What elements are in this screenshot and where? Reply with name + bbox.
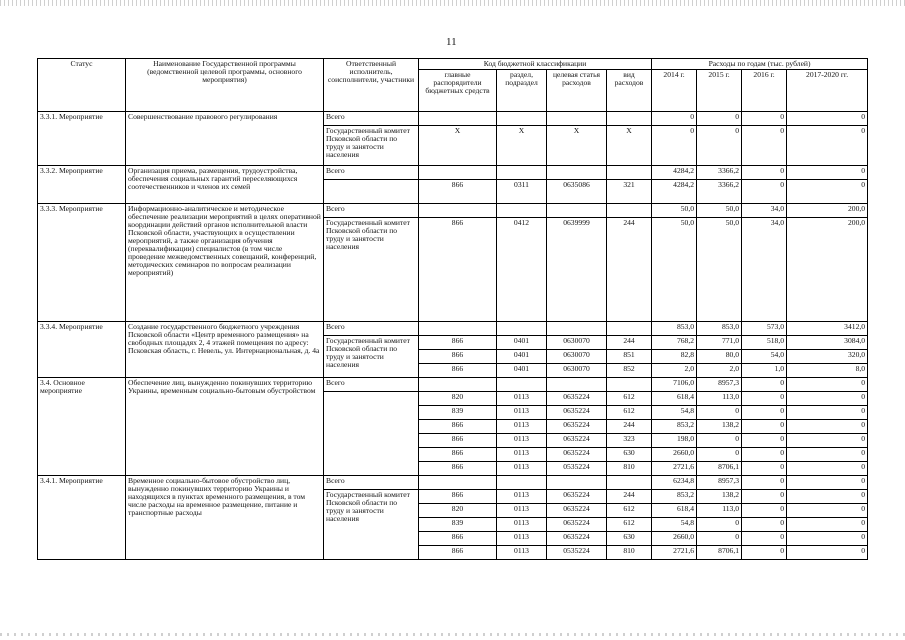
row-2016: 54,0 (742, 349, 787, 363)
row-csr: X (547, 125, 607, 165)
row-executor (324, 179, 419, 203)
row-2014: 618,4 (652, 503, 697, 517)
row-2015: 50,0 (697, 203, 742, 217)
row-grbs (419, 165, 497, 179)
row-csr: 0635224 (547, 503, 607, 517)
row-2017-2020: 200,0 (787, 217, 868, 321)
row-grbs: 866 (419, 461, 497, 475)
row-2014: 618,4 (652, 391, 697, 405)
row-csr (547, 165, 607, 179)
row-grbs: 820 (419, 391, 497, 405)
row-rzpr: 0113 (497, 503, 547, 517)
row-rzpr (497, 165, 547, 179)
row-2016: 0 (742, 517, 787, 531)
row-grbs: 866 (419, 363, 497, 377)
row-grbs (419, 321, 497, 335)
row-grbs: 820 (419, 503, 497, 517)
row-executor (324, 391, 419, 475)
row-2017-2020: 0 (787, 419, 868, 433)
row-vr: 612 (607, 405, 652, 419)
row-executor: Государственный комитет Псковской области по труду и занятости населения (324, 217, 419, 321)
row-2014: 853,2 (652, 489, 697, 503)
row-rzpr: 0113 (497, 391, 547, 405)
row-rzpr: 0113 (497, 447, 547, 461)
row-grbs: 866 (419, 545, 497, 559)
row-rzpr (497, 377, 547, 391)
header-status: Статус (38, 59, 126, 112)
row-csr (547, 377, 607, 391)
row-2015: 2,0 (697, 363, 742, 377)
row-2017-2020: 0 (787, 475, 868, 489)
row-2016: 0 (742, 165, 787, 179)
row-csr (547, 321, 607, 335)
row-2016: 34,0 (742, 203, 787, 217)
row-2015: 0 (697, 531, 742, 545)
row-2014: 853,0 (652, 321, 697, 335)
row-2016: 0 (742, 545, 787, 559)
row-2014: 2,0 (652, 363, 697, 377)
header-grbs: главные распорядители бюджетных средств (419, 69, 497, 111)
row-2016: 518,0 (742, 335, 787, 349)
row-2017-2020: 0 (787, 165, 868, 179)
row-rzpr: 0311 (497, 179, 547, 203)
row-vr: 630 (607, 447, 652, 461)
row-csr: 0630070 (547, 335, 607, 349)
row-grbs: 866 (419, 179, 497, 203)
row-grbs: X (419, 125, 497, 165)
row-grbs (419, 377, 497, 391)
row-vr: 321 (607, 179, 652, 203)
row-csr: 0639999 (547, 217, 607, 321)
row-2015: 50,0 (697, 217, 742, 321)
row-vr: 244 (607, 419, 652, 433)
row-2017-2020: 0 (787, 125, 868, 165)
scan-noise-bottom (0, 633, 905, 636)
row-2017-2020: 0 (787, 545, 868, 559)
row-status: 3.3.1. Мероприятие (38, 111, 126, 165)
row-2015: 0 (697, 125, 742, 165)
header-budget-code: Код бюджетной классификации (419, 59, 652, 70)
row-vr: 810 (607, 545, 652, 559)
row-status: 3.3.2. Мероприятие (38, 165, 126, 203)
header-program: Наименование Государственной программы (ведомственной целевой программы, основного мероприятия) (126, 59, 324, 112)
row-2017-2020: 0 (787, 447, 868, 461)
row-2016: 573,0 (742, 321, 787, 335)
row-csr: 0535224 (547, 545, 607, 559)
row-2015: 138,2 (697, 419, 742, 433)
row-2016: 0 (742, 433, 787, 447)
row-vr: 810 (607, 461, 652, 475)
row-grbs: 866 (419, 335, 497, 349)
row-2015: 3366,2 (697, 165, 742, 179)
row-csr (547, 203, 607, 217)
row-csr: 0635224 (547, 405, 607, 419)
row-rzpr: X (497, 125, 547, 165)
row-rzpr: 0113 (497, 517, 547, 531)
scan-noise-top (0, 0, 905, 6)
row-2017-2020: 3412,0 (787, 321, 868, 335)
row-2017-2020: 0 (787, 461, 868, 475)
row-2014: 6234,8 (652, 475, 697, 489)
row-csr: 0635224 (547, 419, 607, 433)
row-2014: 7106,0 (652, 377, 697, 391)
row-grbs (419, 111, 497, 125)
row-vr: 630 (607, 531, 652, 545)
row-rzpr: 0401 (497, 349, 547, 363)
row-executor: Государственный комитет Псковской области по труду и занятости населения (324, 489, 419, 559)
row-2015: 138,2 (697, 489, 742, 503)
row-2015: 3366,2 (697, 179, 742, 203)
row-2016: 0 (742, 125, 787, 165)
row-2016: 0 (742, 447, 787, 461)
table-row (38, 475, 868, 489)
row-vr: 612 (607, 517, 652, 531)
row-status: 3.4.1. Мероприятие (38, 475, 126, 559)
row-rzpr: 0113 (497, 419, 547, 433)
row-csr: 0635224 (547, 517, 607, 531)
row-csr: 0535224 (547, 461, 607, 475)
row-2017-2020: 320,0 (787, 349, 868, 363)
row-name: Совершенствование правового регулирования (126, 111, 324, 165)
row-2017-2020: 0 (787, 433, 868, 447)
row-2016: 1,0 (742, 363, 787, 377)
row-2014: 54,8 (652, 517, 697, 531)
row-csr: 0635224 (547, 489, 607, 503)
row-name: Обеспечение лиц, вынужденно покинувших территорию Украины, временным социально-бытовым обустройством (126, 377, 324, 475)
row-rzpr: 0113 (497, 489, 547, 503)
header-rzpr: раздел, подраздел (497, 69, 547, 111)
row-grbs: 866 (419, 531, 497, 545)
row-2017-2020: 200,0 (787, 203, 868, 217)
row-2017-2020: 0 (787, 377, 868, 391)
row-2017-2020: 0 (787, 405, 868, 419)
row-2015: 8706,1 (697, 461, 742, 475)
row-status: 3.3.4. Мероприятие (38, 321, 126, 377)
row-rzpr (497, 321, 547, 335)
row-vr (607, 377, 652, 391)
row-2015: 0 (697, 111, 742, 125)
row-rzpr: 0401 (497, 363, 547, 377)
row-vr: 244 (607, 489, 652, 503)
row-vr (607, 321, 652, 335)
table-row (38, 321, 868, 335)
row-name: Временное социально-бытовое обустройство лиц, вынужденно покинувших территорию Украины и находящихся в пунктах временного размещения, в том числе расходы на временное размещение, питание и транспортные расходы (126, 475, 324, 559)
row-2015: 771,0 (697, 335, 742, 349)
row-grbs: 839 (419, 405, 497, 419)
row-grbs: 839 (419, 517, 497, 531)
row-2015: 0 (697, 405, 742, 419)
row-2014: 768,2 (652, 335, 697, 349)
row-2014: 54,8 (652, 405, 697, 419)
row-rzpr (497, 203, 547, 217)
row-2016: 0 (742, 475, 787, 489)
row-vr: 244 (607, 217, 652, 321)
row-executor: Государственный комитет Псковской области по труду и занятости населения (324, 125, 419, 165)
row-executor: Всего (324, 111, 419, 125)
row-2016: 0 (742, 461, 787, 475)
row-2015: 8706,1 (697, 545, 742, 559)
row-status: 3.4. Основное мероприятие (38, 377, 126, 475)
row-rzpr: 0401 (497, 335, 547, 349)
table-row (38, 165, 868, 179)
row-csr: 0635224 (547, 391, 607, 405)
row-rzpr: 0113 (497, 405, 547, 419)
budget-table (37, 58, 868, 560)
row-executor: Всего (324, 377, 419, 391)
row-2015: 0 (697, 447, 742, 461)
row-vr: 852 (607, 363, 652, 377)
row-vr (607, 203, 652, 217)
row-2015: 853,0 (697, 321, 742, 335)
row-grbs: 866 (419, 419, 497, 433)
row-2015: 8957,3 (697, 475, 742, 489)
row-2017-2020: 0 (787, 489, 868, 503)
row-2014: 0 (652, 125, 697, 165)
row-2014: 2721,6 (652, 461, 697, 475)
row-grbs (419, 203, 497, 217)
row-csr (547, 111, 607, 125)
row-name: Создание государственного бюджетного учреждения Псковской области «Центр временного размещения» на свободных площадях 2, 4 этажей помещения по адресу: Псковская область, г. Невель, ул. Интернациональная, д. 4а (126, 321, 324, 377)
row-grbs (419, 475, 497, 489)
row-2017-2020: 0 (787, 111, 868, 125)
row-vr: X (607, 125, 652, 165)
row-vr (607, 475, 652, 489)
row-rzpr: 0113 (497, 433, 547, 447)
row-2016: 0 (742, 489, 787, 503)
row-2016: 0 (742, 391, 787, 405)
row-vr (607, 165, 652, 179)
row-grbs: 866 (419, 349, 497, 363)
header-executor: Ответственный исполнитель, соисполнители, участники (324, 59, 419, 112)
row-executor: Всего (324, 203, 419, 217)
row-2014: 82,8 (652, 349, 697, 363)
row-2016: 0 (742, 531, 787, 545)
header-year-2014: 2014 г. (652, 69, 697, 111)
row-2015: 113,0 (697, 391, 742, 405)
row-executor: Государственный комитет Псковской области по труду и занятости населения (324, 335, 419, 377)
row-vr: 244 (607, 335, 652, 349)
row-2016: 0 (742, 405, 787, 419)
row-vr: 612 (607, 503, 652, 517)
row-rzpr (497, 475, 547, 489)
row-grbs: 866 (419, 217, 497, 321)
row-2016: 0 (742, 179, 787, 203)
header-year-2015: 2015 г. (697, 69, 742, 111)
row-csr: 0635224 (547, 531, 607, 545)
header-year-2016: 2016 г. (742, 69, 787, 111)
row-csr (547, 475, 607, 489)
row-rzpr: 0113 (497, 461, 547, 475)
row-2016: 0 (742, 503, 787, 517)
row-csr: 0635224 (547, 433, 607, 447)
row-2014: 0 (652, 111, 697, 125)
row-rzpr: 0113 (497, 545, 547, 559)
row-executor: Всего (324, 321, 419, 335)
table-row (38, 111, 868, 125)
row-2015: 0 (697, 517, 742, 531)
row-2017-2020: 0 (787, 531, 868, 545)
row-vr: 612 (607, 391, 652, 405)
row-2017-2020: 0 (787, 517, 868, 531)
row-2015: 0 (697, 433, 742, 447)
row-2017-2020: 0 (787, 391, 868, 405)
row-2014: 2660,0 (652, 531, 697, 545)
row-name: Информационно-аналитическое и методическое обеспечение реализации мероприятий в целях оперативной координации действий органов исполнительной власти Псковской области, участвующих в осуществлении мероприятий, а также организация обучения (переквалификации) специалистов (в том числе проведение межведомственных совещаний, конференций, методических семинаров по вопросам реализации мероприятий) (126, 203, 324, 321)
row-2014: 50,0 (652, 217, 697, 321)
row-status: 3.3.3. Мероприятие (38, 203, 126, 321)
row-rzpr (497, 111, 547, 125)
row-2016: 34,0 (742, 217, 787, 321)
row-executor: Всего (324, 475, 419, 489)
row-2016: 0 (742, 111, 787, 125)
row-2015: 80,0 (697, 349, 742, 363)
row-2014: 2660,0 (652, 447, 697, 461)
header-expenses: Расходы по годам (тыс. рублей) (652, 59, 868, 70)
row-2014: 853,2 (652, 419, 697, 433)
row-2016: 0 (742, 419, 787, 433)
row-executor: Всего (324, 165, 419, 179)
row-grbs: 866 (419, 489, 497, 503)
row-rzpr: 0113 (497, 531, 547, 545)
table-row (38, 203, 868, 217)
row-csr: 0630070 (547, 363, 607, 377)
row-vr: 323 (607, 433, 652, 447)
row-2015: 113,0 (697, 503, 742, 517)
row-2017-2020: 0 (787, 179, 868, 203)
row-2014: 4284,2 (652, 165, 697, 179)
table-row (38, 377, 868, 391)
row-2016: 0 (742, 377, 787, 391)
row-2015: 8957,3 (697, 377, 742, 391)
row-2014: 198,0 (652, 433, 697, 447)
row-csr: 0635086 (547, 179, 607, 203)
header-vr: вид расходов (607, 69, 652, 111)
header-csr: целевая статья расходов (547, 69, 607, 111)
row-2017-2020: 8,0 (787, 363, 868, 377)
row-2014: 2721,6 (652, 545, 697, 559)
row-2014: 50,0 (652, 203, 697, 217)
page-number: 11 (446, 36, 457, 48)
row-grbs: 866 (419, 447, 497, 461)
header-years-2017-2020: 2017-2020 гг. (787, 69, 868, 111)
row-csr: 0635224 (547, 447, 607, 461)
row-grbs: 866 (419, 433, 497, 447)
row-rzpr: 0412 (497, 217, 547, 321)
row-csr: 0630070 (547, 349, 607, 363)
row-name: Организация приема, размещения, трудоустройства, обеспечения социальных гарантий переселяющихся соотечественников и членов их семей (126, 165, 324, 203)
row-vr (607, 111, 652, 125)
row-2017-2020: 3084,0 (787, 335, 868, 349)
row-vr: 851 (607, 349, 652, 363)
row-2017-2020: 0 (787, 503, 868, 517)
row-2014: 4284,2 (652, 179, 697, 203)
